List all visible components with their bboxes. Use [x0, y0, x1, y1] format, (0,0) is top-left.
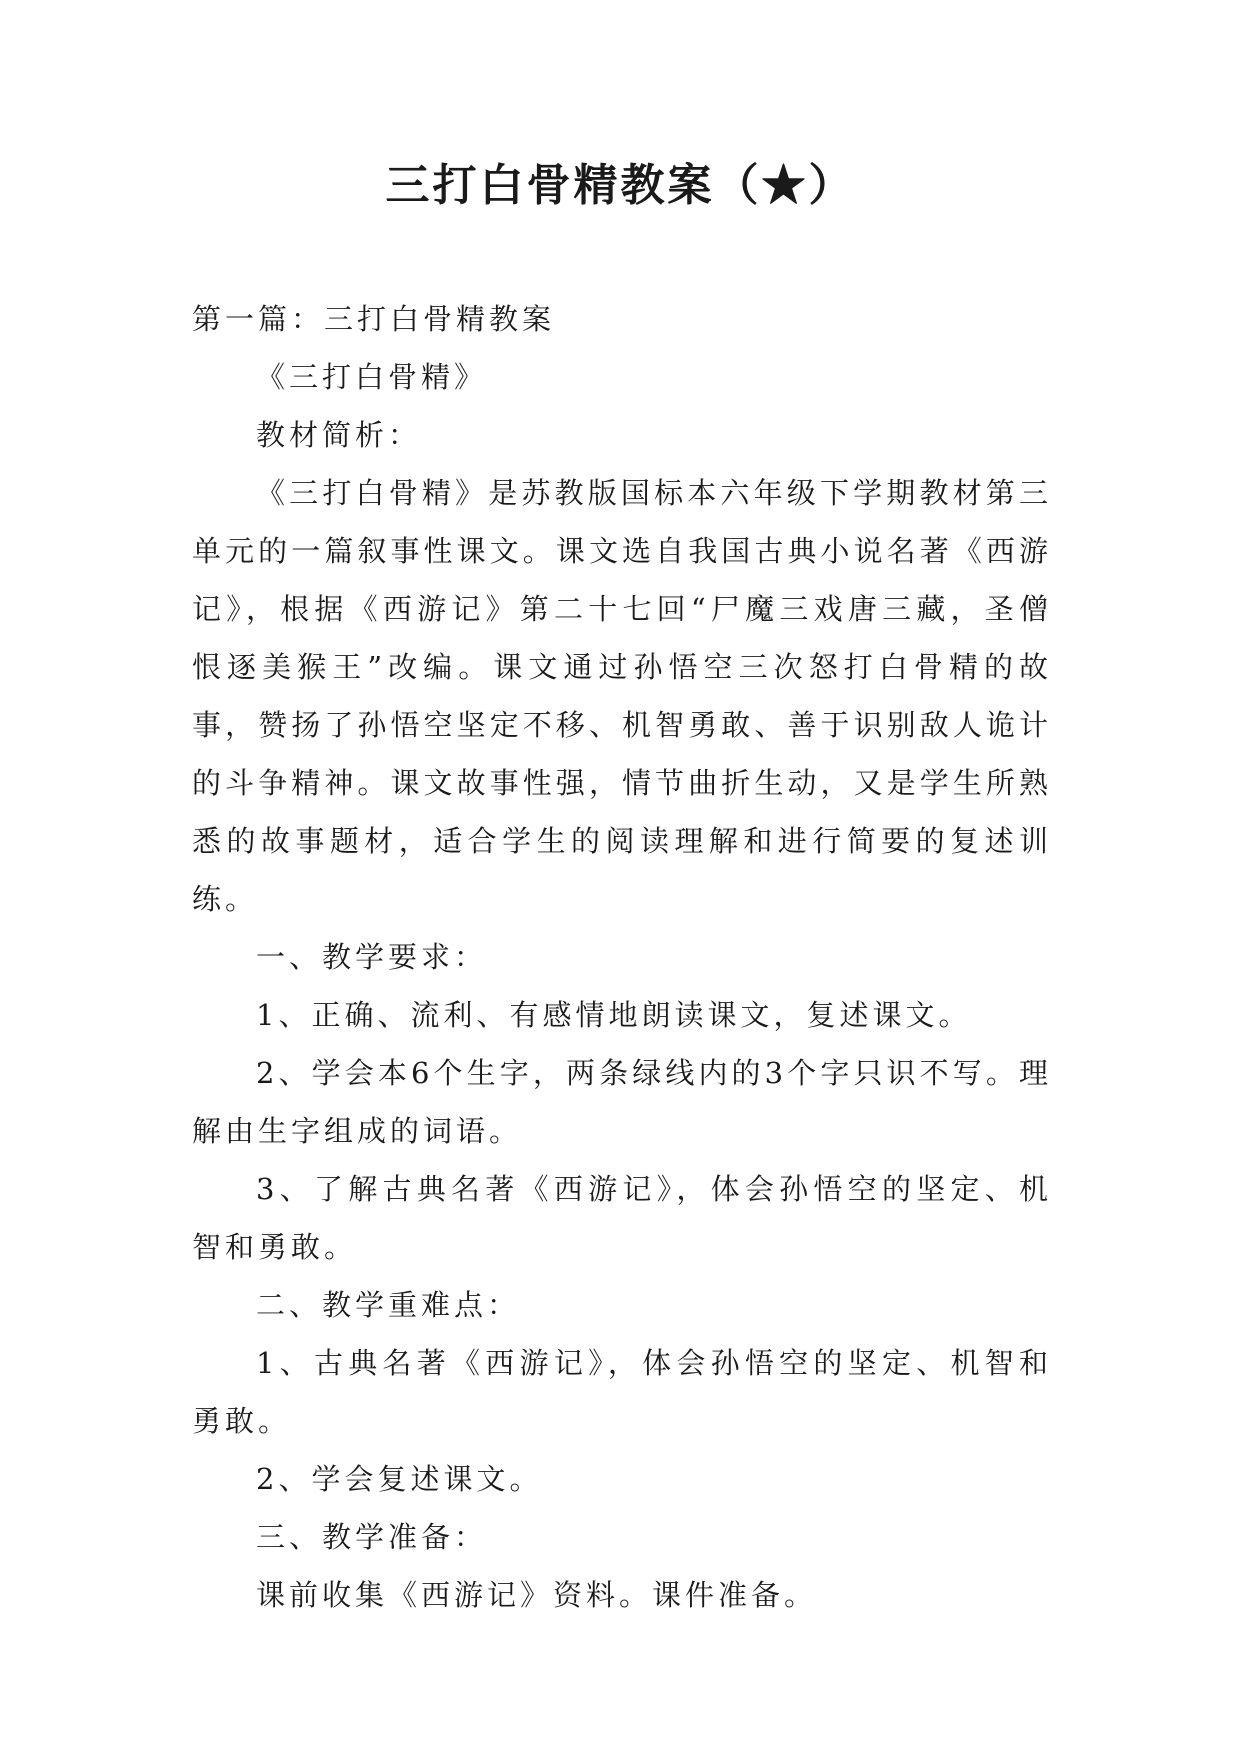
paragraph-material-heading: 教材简析：	[256, 418, 422, 452]
paragraph-section-heading: 第一篇：三打白骨精教案	[192, 302, 556, 336]
paragraph-teaching-requirements: 一、教学要求：	[256, 940, 488, 974]
paragraph-preparation: 课前收集《西游记》资料。课件准备。	[256, 1578, 818, 1612]
paragraph-lesson-title: 《三打白骨精》	[256, 360, 488, 394]
paragraph-key-point-1: 1、古典名著《西游记》，体会孙悟空的坚定、机智和勇敢。	[192, 1346, 1052, 1438]
document-body	[192, 290, 1052, 1624]
document-title: 三打白骨精教案（★）	[385, 160, 856, 211]
paragraph-requirement-3: 3、了解古典名著《西游记》，体会孙悟空的坚定、机智和勇敢。	[192, 1172, 1052, 1264]
paragraph-key-point-2: 2、学会复述课文。	[256, 1462, 543, 1496]
paragraph-preparation-heading: 三、教学准备：	[256, 1520, 488, 1554]
paragraph-requirement-2: 2、学会本6个生字，两条绿线内的3个字只识不写。理解由生字组成的词语。	[192, 1056, 1052, 1148]
paragraph-key-points-heading: 二、教学重难点：	[256, 1288, 521, 1322]
paragraph-material-description: 《三打白骨精》是苏教版国标本六年级下学期教材第三单元的一篇叙事性课文。课文选自我国古典小说名著《西游记》，根据《西游记》第二十七回“尸魔三戏唐三藏，圣僧恨逐美猴王”改编。课文通过孙悟空三次怒打白骨精的故事，赞扬了孙悟空坚定不移、机智勇敢、善于识别敌人诡计的斗争精神。课文故事性强，情节曲折生动，又是学生所熟悉的故事题材，适合学生的阅读理解和进行简要的复述训练。	[192, 476, 1052, 916]
paragraph-requirement-1: 1、正确、流利、有感情地朗读课文，复述课文。	[256, 998, 972, 1032]
